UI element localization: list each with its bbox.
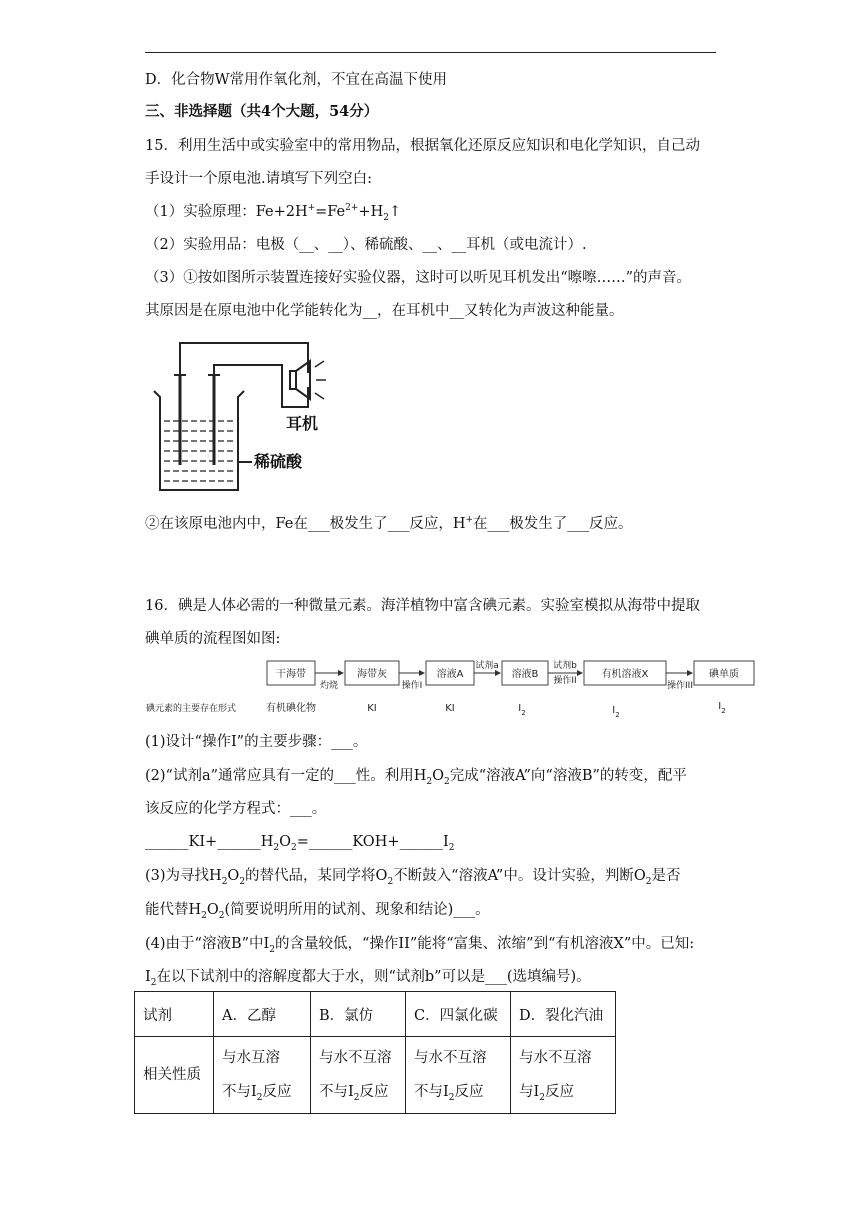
table-header-reagent: 试剂 [135, 992, 214, 1037]
q16-part1: (1)设计“操作I”的主要步骤：___。 [145, 734, 368, 750]
q16-part3-line1: (3)为寻找$H_2O_2$的替代品，某同学将$O_2$不断鼓入“溶液A”中。设计实验，判断$O_2$是否 [145, 868, 681, 887]
q16-part3-line2: 能代替$H_2O_2$(简要说明所用的试剂、现象和结论)___。 [145, 902, 490, 921]
flow-label-ignite: 灼烧 [319, 681, 339, 691]
flow-label-operation-3: 操作III [667, 681, 693, 691]
q14-option-d: D．化合物W常用作氧化剂，不宜在高温下使用 [145, 72, 448, 88]
flow-form-organic-iodide: 有机碘化物 [266, 703, 316, 714]
iodine-flowchart [140, 655, 765, 720]
q15-stem-line2: 手设计一个原电池.请填写下列空白: [145, 171, 372, 187]
flow-box-kelp-ash: 海带灰 [357, 669, 387, 680]
table-row [135, 992, 616, 1037]
flow-form-ki-2: KI [445, 703, 455, 714]
q16-equation: $\_\_\_\_\_\_KI+\_\_\_\_\_\_H_2O_2=\_\_\_\_\_\_KOH+\_\_\_\_\_\_I_2$ [145, 834, 455, 853]
q15-stem-line1: 15．利用生活中或实验室中的常用物品，根据氧化还原反应知识和电化学知识，自己动 [145, 138, 700, 154]
q16-part2-line2: 该反应的化学方程式：___。 [145, 801, 327, 817]
table-header-c: C．四氯化碳 [406, 992, 511, 1037]
table-cell-a: 与水互溶 不与$I_2$反应 [214, 1037, 311, 1114]
flow-form-i2-3: $I_2$ [718, 701, 726, 715]
table-header-d: D．裂化汽油 [511, 992, 616, 1037]
flow-box-iodine: 碘单质 [709, 669, 739, 680]
table-header-b: B．氯仿 [311, 992, 406, 1037]
flow-label-operation-2: 操作II [553, 676, 577, 686]
table-row [135, 1037, 616, 1114]
flow-box-organic-solution-x: 有机溶液X [601, 669, 649, 680]
section-heading: 三、非选择题（共4个大题，54分） [145, 103, 379, 120]
q16-part4-line2: $I_2$在以下试剂中的溶解度都大于水，则“试剂b”可以是___(选填编号)。 [145, 969, 591, 988]
flow-label-operation-1: 操作I [401, 681, 423, 691]
q16-part2-line1: (2)“试剂a”通常应具有一定的___性。利用$H_2O_2$完成“溶液A”向“溶液B”的转变，配平 [145, 768, 687, 787]
galvanic-cell-figure [150, 335, 330, 500]
q16-stem-line2: 碘单质的流程图如图: [145, 631, 281, 647]
flow-form-i2-1: $I_2$ [518, 703, 526, 717]
table-cell-d: 与水不互溶 与$I_2$反应 [511, 1037, 616, 1114]
flow-row-label: 碘元素的主要存在形式 [146, 704, 237, 714]
q15-step3-line2: 其原因是在原电池中化学能转化为__，在耳机中__又转化为声波这种能量。 [145, 303, 624, 319]
table-cell-b: 与水不互溶 不与$I_2$反应 [311, 1037, 406, 1114]
q15-step3-line1: （3）①按如图所示装置连接好实验仪器，这时可以听见耳机发出“嚓嚓……”的声音。 [145, 270, 692, 286]
figure-label-earphone: 耳机 [286, 414, 319, 433]
q15-principle: （1）实验原理：$Fe+2H^+=Fe^{2+}+H_2↑$ [145, 203, 402, 223]
table-row-label: 相关性质 [135, 1037, 214, 1114]
flow-label-reagent-b: 试剂b [553, 661, 577, 671]
flow-label-reagent-a: 试剂a [475, 661, 499, 671]
table-cell-c: 与水不互溶 不与$I_2$反应 [406, 1037, 511, 1114]
table-header-a: A．乙醇 [214, 992, 311, 1037]
q15-materials: （2）实验用品：电极（__、__）、稀硫酸、__、__耳机（或电流计）. [145, 237, 587, 253]
reagent-properties-table [134, 991, 616, 1114]
flow-box-dried-kelp: 干海带 [276, 669, 306, 680]
flow-form-ki-1: KI [367, 703, 377, 714]
flow-form-i2-2: $I_2$ [612, 705, 620, 719]
figure-label-acid: 稀硫酸 [254, 452, 303, 471]
flow-box-solution-a: 溶液A [436, 669, 464, 680]
q16-part4-line1: (4)由于“溶液B”中$I_2$的含量较低，“操作II”能将“富集、浓缩”到“有机溶液X”中。已知: [145, 936, 695, 955]
header-rule [145, 52, 716, 53]
q15-step3-q2: ②在该原电池内中，Fe在___极发生了___反应，H+在___极发生了___反应。 [145, 515, 633, 532]
q16-stem-line1: 16．碘是人体必需的一种微量元素。海洋植物中富含碘元素。实验室模拟从海带中提取 [145, 598, 700, 614]
flow-box-solution-b: 溶液B [511, 669, 539, 680]
